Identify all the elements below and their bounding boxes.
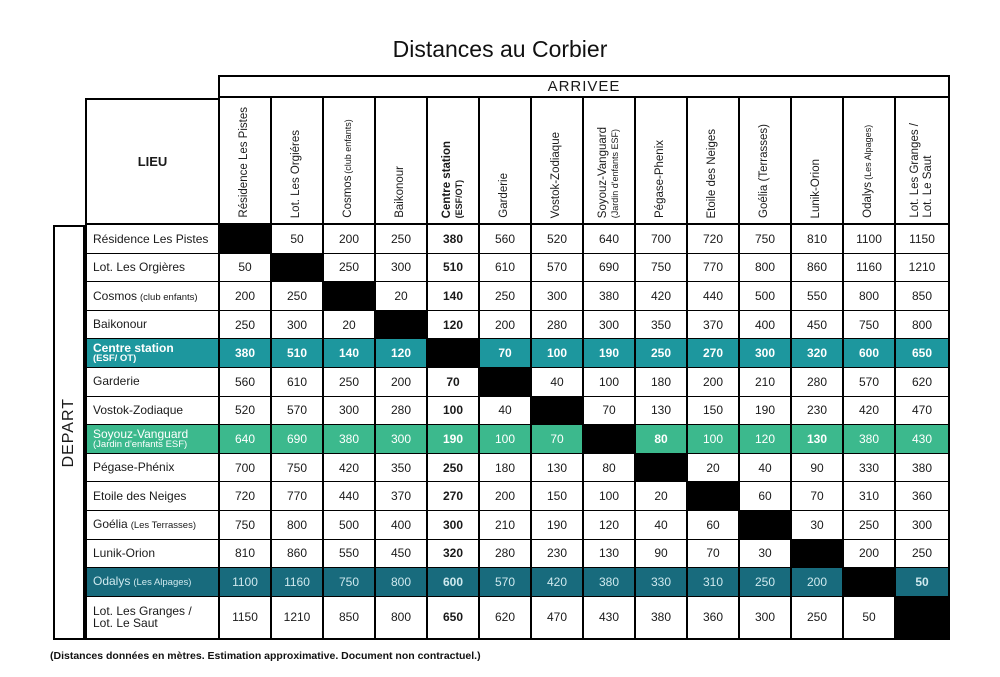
distance-cell: 200	[688, 368, 740, 397]
distance-cell: 60	[740, 482, 792, 511]
distance-cell: 380	[844, 425, 896, 454]
distance-cell: 90	[792, 454, 844, 483]
distance-cell: 120	[428, 311, 480, 340]
distance-cell: 200	[844, 540, 896, 569]
distance-cell: 570	[844, 368, 896, 397]
distance-cell: 30	[740, 540, 792, 569]
distance-cell: 100	[584, 482, 636, 511]
distance-cell: 120	[584, 511, 636, 540]
distance-cell: 30	[792, 511, 844, 540]
diagonal-cell	[792, 540, 844, 569]
distance-cell: 50	[844, 597, 896, 638]
row-label-subtext: (ESF/ OT)	[93, 353, 137, 365]
distance-cell: 250	[844, 511, 896, 540]
column-header	[896, 98, 948, 223]
column-header	[272, 98, 324, 223]
distance-cell: 450	[376, 540, 428, 569]
distance-cell: 570	[532, 254, 584, 283]
distance-cell: 230	[792, 397, 844, 426]
distance-cell: 80	[636, 425, 688, 454]
distance-cell: 70	[428, 368, 480, 397]
row-label	[87, 597, 218, 638]
row-label-subtext: Lot. Le Saut	[93, 616, 158, 631]
distance-cell: 330	[636, 568, 688, 597]
distance-cell: 250	[220, 311, 272, 340]
distance-cell: 850	[324, 597, 376, 638]
distance-cell: 800	[896, 311, 948, 340]
distance-cell: 100	[532, 339, 584, 368]
row-label	[87, 368, 218, 397]
distance-cell: 200	[480, 311, 532, 340]
distance-matrix	[218, 225, 950, 640]
column-header-label: Baikonour	[394, 166, 407, 218]
row-label-text: Centre station	[93, 340, 174, 355]
distance-cell: 470	[896, 397, 948, 426]
distance-cell: 250	[896, 540, 948, 569]
row-label-text: Baikonour	[93, 317, 148, 332]
diagonal-cell	[636, 454, 688, 483]
row-label-text: Lot. Les Orgières	[93, 260, 186, 275]
distance-cell: 100	[428, 397, 480, 426]
row-label	[87, 568, 218, 597]
distance-cell: 40	[636, 511, 688, 540]
distance-cell: 650	[896, 339, 948, 368]
diagonal-cell	[740, 511, 792, 540]
footer-note: (Distances données en mètres. Estimation approximative. Document non contractuel.)	[50, 650, 481, 662]
distance-cell: 20	[324, 311, 376, 340]
column-header	[740, 98, 792, 223]
distance-cell: 70	[584, 397, 636, 426]
column-header-label: Goélia (Terrasses)	[758, 124, 771, 218]
distance-cell: 380	[636, 597, 688, 638]
row-label-text: Garderie	[93, 374, 140, 389]
distance-cell: 210	[740, 368, 792, 397]
row-label	[87, 311, 218, 340]
row-label	[87, 425, 218, 454]
row-label	[87, 225, 218, 254]
distance-cell: 250	[324, 254, 376, 283]
distance-cell: 300	[896, 511, 948, 540]
distance-cell: 70	[792, 482, 844, 511]
row-label	[87, 282, 218, 311]
column-header-label: Lot. Les Granges /	[908, 123, 921, 218]
distance-cell: 1100	[220, 568, 272, 597]
distance-cell: 560	[220, 368, 272, 397]
distance-cell: 370	[376, 482, 428, 511]
column-headers	[218, 98, 950, 225]
distance-cell: 560	[480, 225, 532, 254]
column-header-sublabel: (club enfants)	[343, 119, 354, 174]
distance-cell: 700	[220, 454, 272, 483]
distance-cell: 300	[324, 397, 376, 426]
distance-cell: 810	[792, 225, 844, 254]
column-header-sublabel: Lot. Le Saut	[922, 155, 934, 218]
column-header-sublabel: (Les Alpages)	[863, 125, 874, 181]
distance-cell: 430	[584, 597, 636, 638]
distance-cell: 610	[272, 368, 324, 397]
distance-cell: 640	[584, 225, 636, 254]
distance-cell: 370	[688, 311, 740, 340]
row-label-text: Pégase-Phénix	[93, 460, 175, 475]
distance-cell: 400	[740, 311, 792, 340]
distance-cell: 150	[532, 482, 584, 511]
column-header	[428, 98, 480, 223]
diagonal-cell	[480, 368, 532, 397]
distance-cell: 610	[480, 254, 532, 283]
distance-cell: 800	[272, 511, 324, 540]
row-label-subtext: (Jardin d'enfants ESF)	[93, 439, 188, 451]
distance-cell: 700	[636, 225, 688, 254]
distance-cell: 250	[272, 282, 324, 311]
distance-cell: 310	[844, 482, 896, 511]
column-header-label: Pégase-Phenix	[654, 140, 667, 218]
depart-header	[53, 225, 85, 640]
distance-cell: 130	[636, 397, 688, 426]
distance-cell: 40	[480, 397, 532, 426]
distance-cell: 750	[324, 568, 376, 597]
distance-cell: 380	[220, 339, 272, 368]
distance-cell: 750	[220, 511, 272, 540]
row-label	[87, 397, 218, 426]
distance-cell: 380	[428, 225, 480, 254]
distance-cell: 20	[688, 454, 740, 483]
distance-cell: 360	[688, 597, 740, 638]
distance-cell: 770	[688, 254, 740, 283]
distance-cell: 300	[740, 339, 792, 368]
distance-cell: 300	[428, 511, 480, 540]
diagonal-cell	[896, 597, 948, 638]
distance-cell: 280	[792, 368, 844, 397]
distance-cell: 200	[792, 568, 844, 597]
distance-cell: 40	[532, 368, 584, 397]
distance-cell: 190	[740, 397, 792, 426]
distance-cell: 720	[220, 482, 272, 511]
diagonal-cell	[584, 425, 636, 454]
diagonal-cell	[532, 397, 584, 426]
column-header	[220, 98, 272, 223]
diagonal-cell	[220, 225, 272, 254]
distance-cell: 430	[896, 425, 948, 454]
depart-label: DEPART	[60, 397, 77, 468]
distance-cell: 1160	[844, 254, 896, 283]
diagonal-cell	[272, 254, 324, 283]
column-header	[636, 98, 688, 223]
column-header	[688, 98, 740, 223]
distance-cell: 90	[636, 540, 688, 569]
distance-cell: 750	[272, 454, 324, 483]
distance-cell: 50	[220, 254, 272, 283]
row-label-text: Lot. Les Granges /	[93, 603, 192, 618]
distance-cell: 800	[740, 254, 792, 283]
distance-cell: 570	[272, 397, 324, 426]
column-header	[480, 98, 532, 223]
distance-cell: 60	[688, 511, 740, 540]
row-label-text: Odalys	[93, 574, 131, 589]
distance-cell: 50	[272, 225, 324, 254]
distance-cell: 640	[220, 425, 272, 454]
distance-cell: 1150	[220, 597, 272, 638]
distance-cell: 620	[480, 597, 532, 638]
distance-cell: 470	[532, 597, 584, 638]
distance-cell: 860	[272, 540, 324, 569]
column-header-label: Lunik-Orion	[810, 158, 823, 218]
distance-cell: 520	[220, 397, 272, 426]
distance-cell: 80	[584, 454, 636, 483]
distance-cell: 250	[324, 368, 376, 397]
distance-cell: 570	[480, 568, 532, 597]
row-label	[87, 254, 218, 283]
arrivee-header	[218, 75, 950, 98]
distance-cell: 280	[532, 311, 584, 340]
distance-cell: 350	[636, 311, 688, 340]
distance-cell: 250	[792, 597, 844, 638]
distance-cell: 860	[792, 254, 844, 283]
distance-cell: 1160	[272, 568, 324, 597]
column-header	[532, 98, 584, 223]
distance-cell: 250	[740, 568, 792, 597]
distance-cell: 330	[844, 454, 896, 483]
row-label-text: Résidence Les Pistes	[93, 231, 209, 246]
column-header	[792, 98, 844, 223]
distance-cell: 280	[480, 540, 532, 569]
diagonal-cell	[376, 311, 428, 340]
distance-cell: 280	[376, 397, 428, 426]
column-header-label: Résidence Les Pistes	[238, 107, 251, 218]
distance-cell: 200	[376, 368, 428, 397]
row-label-text: Soyouz-Vanguard	[93, 426, 189, 441]
distance-cell: 1210	[272, 597, 324, 638]
distance-cell: 300	[532, 282, 584, 311]
row-label	[87, 482, 218, 511]
distance-cell: 300	[584, 311, 636, 340]
distance-cell: 380	[584, 568, 636, 597]
row-label-text: Goélia	[93, 517, 128, 532]
distance-cell: 100	[480, 425, 532, 454]
distance-cell: 40	[740, 454, 792, 483]
distance-cell: 750	[740, 225, 792, 254]
distance-cell: 300	[376, 425, 428, 454]
row-label	[87, 454, 218, 483]
distance-cell: 120	[376, 339, 428, 368]
row-label-subtext: (Les Alpages)	[133, 577, 192, 589]
row-label-text: Vostok-Zodiaque	[93, 403, 184, 418]
distance-cell: 200	[480, 482, 532, 511]
distance-cell: 380	[324, 425, 376, 454]
distance-cell: 70	[480, 339, 532, 368]
column-header	[376, 98, 428, 223]
distance-cell: 320	[428, 540, 480, 569]
distance-cell: 270	[688, 339, 740, 368]
distance-cell: 100	[688, 425, 740, 454]
column-header-sublabel: (Jardin d'enfants ESF)	[610, 128, 621, 218]
distance-cell: 300	[376, 254, 428, 283]
distance-cell: 690	[272, 425, 324, 454]
distance-cell: 1100	[844, 225, 896, 254]
distance-cell: 550	[324, 540, 376, 569]
distance-cell: 750	[636, 254, 688, 283]
distance-cell: 180	[636, 368, 688, 397]
row-labels	[85, 225, 218, 640]
column-header-label: Lot. Les Orgiéres	[290, 129, 303, 218]
row-label-subtext: (club enfants)	[140, 291, 198, 303]
distance-cell: 190	[584, 339, 636, 368]
distance-cell: 420	[636, 282, 688, 311]
distance-cell: 200	[220, 282, 272, 311]
distance-cell: 500	[740, 282, 792, 311]
distance-cell: 810	[220, 540, 272, 569]
distance-cell: 70	[688, 540, 740, 569]
distance-cell: 180	[480, 454, 532, 483]
distance-cell: 250	[428, 454, 480, 483]
row-label-text: Etoile des Neiges	[93, 488, 187, 503]
distance-cell: 440	[688, 282, 740, 311]
distance-cell: 140	[324, 339, 376, 368]
arrivee-label: ARRIVEE	[547, 78, 621, 95]
row-label-text: Cosmos	[93, 288, 138, 303]
distance-cell: 100	[584, 368, 636, 397]
distance-cell: 250	[376, 225, 428, 254]
diagonal-cell	[844, 568, 896, 597]
page-title: Distances au Corbier	[392, 36, 608, 62]
distance-cell: 1150	[896, 225, 948, 254]
column-header-label: Odalys	[862, 182, 875, 218]
distance-cell: 550	[792, 282, 844, 311]
column-header-label: Etoile des Neiges	[706, 128, 719, 218]
distance-cell: 300	[740, 597, 792, 638]
diagonal-cell	[688, 482, 740, 511]
column-header-label: Centre station	[441, 140, 454, 218]
distance-cell: 20	[636, 482, 688, 511]
column-header-label: Soyouz-Vanguard	[597, 126, 610, 218]
distance-cell: 20	[376, 282, 428, 311]
distance-cell: 130	[584, 540, 636, 569]
lieu-label: LIEU	[137, 154, 168, 169]
distance-cell: 250	[480, 282, 532, 311]
row-label-text: Lunik-Orion	[93, 546, 156, 561]
distance-cell: 360	[896, 482, 948, 511]
distance-cell: 600	[844, 339, 896, 368]
column-header	[324, 98, 376, 223]
distance-cell: 440	[324, 482, 376, 511]
row-label	[87, 540, 218, 569]
distance-cell: 1210	[896, 254, 948, 283]
distance-cell: 320	[792, 339, 844, 368]
distance-cell: 380	[584, 282, 636, 311]
distance-cell: 310	[688, 568, 740, 597]
distance-cell: 500	[324, 511, 376, 540]
row-label-subtext: (Les Terrasses)	[130, 520, 196, 532]
distance-cell: 210	[480, 511, 532, 540]
distance-cell: 620	[896, 368, 948, 397]
distance-cell: 250	[636, 339, 688, 368]
distance-cell: 420	[324, 454, 376, 483]
distance-cell: 420	[844, 397, 896, 426]
distance-cell: 850	[896, 282, 948, 311]
lieu-header-cell	[85, 98, 218, 225]
distance-cell: 190	[428, 425, 480, 454]
distance-cell: 770	[272, 482, 324, 511]
distance-cell: 750	[844, 311, 896, 340]
distance-cell: 200	[324, 225, 376, 254]
column-header-label: Cosmos	[342, 175, 355, 218]
distance-cell: 800	[844, 282, 896, 311]
column-header	[584, 98, 636, 223]
distance-cell: 650	[428, 597, 480, 638]
distance-cell: 600	[428, 568, 480, 597]
distance-cell: 510	[428, 254, 480, 283]
distance-cell: 720	[688, 225, 740, 254]
distance-cell: 120	[740, 425, 792, 454]
distance-cell: 510	[272, 339, 324, 368]
column-header	[844, 98, 896, 223]
distance-cell: 70	[532, 425, 584, 454]
distance-cell: 400	[376, 511, 428, 540]
distance-cell: 420	[532, 568, 584, 597]
distance-cell: 150	[688, 397, 740, 426]
column-header-label: Garderie	[498, 173, 511, 218]
distance-cell: 450	[792, 311, 844, 340]
distance-cell: 270	[428, 482, 480, 511]
column-header-label: Vostok-Zodiaque	[550, 131, 563, 218]
distance-cell: 130	[792, 425, 844, 454]
distance-cell: 300	[272, 311, 324, 340]
column-header-sublabel: (ESF/OT)	[454, 179, 465, 218]
distance-cell: 130	[532, 454, 584, 483]
distance-cell: 190	[532, 511, 584, 540]
distance-cell: 520	[532, 225, 584, 254]
distance-cell: 380	[896, 454, 948, 483]
distance-cell: 230	[532, 540, 584, 569]
distance-cell: 350	[376, 454, 428, 483]
distance-cell: 800	[376, 597, 428, 638]
row-label	[87, 511, 218, 540]
diagonal-cell	[324, 282, 376, 311]
distance-cell: 690	[584, 254, 636, 283]
distance-cell: 800	[376, 568, 428, 597]
distance-cell: 140	[428, 282, 480, 311]
diagonal-cell	[428, 339, 480, 368]
row-label	[87, 339, 218, 368]
distance-cell: 50	[896, 568, 948, 597]
